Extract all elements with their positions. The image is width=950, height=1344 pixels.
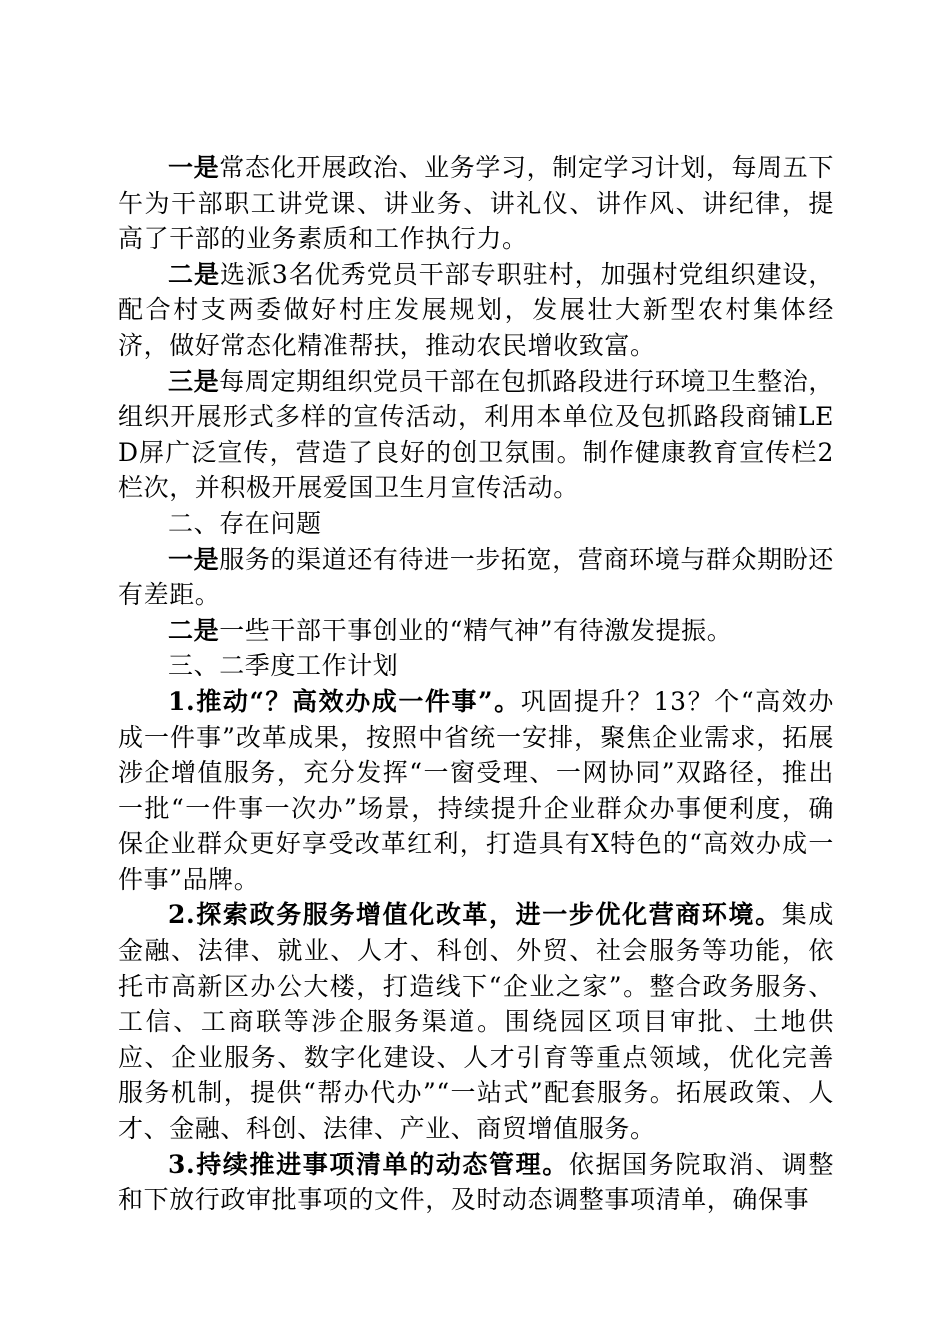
paragraph-2	[118, 257, 834, 364]
paragraph-lead: 二是	[168, 259, 220, 289]
paragraph-lead: 三是	[168, 366, 220, 396]
paragraph-text: 一些干部干事创业的“精气神”有待激发提振。	[219, 615, 733, 645]
paragraph-text: 巩固提升？13？个“高效办成一件事”改革成果，按照中省统一安排，聚焦企业需求，拓展涉企增值服务，充分发挥“一窗受理、一网协同”双路径，推出一批“一件事一次办”场景，持续提升企业群众办事便利度，确保企业群众更好享受改革红利，打造具有X特色的“高效办成一件事”品牌。	[118, 686, 834, 894]
paragraph-text: 选派3名优秀党员干部专职驻村，加强村党组织建设，配合村支两委做好村庄发展规划，发展壮大新型农村集体经济，做好常态化精准帮扶，推动农民增收致富。	[118, 259, 835, 360]
paragraph-lead: 二是	[168, 615, 220, 645]
paragraph-text: 依据国务院取消、调整和下放行政审批事项的文件，及时动态调整事项清单，确保事	[118, 1149, 834, 1215]
problem-item-1	[118, 542, 834, 613]
paragraph-text: 集成金融、法律、就业、人才、科创、外贸、社会服务等功能，依托市高新区办公大楼，打造线下“企业之家”。整合政务服务、工信、工商联等涉企服务渠道。围绕园区项目审批、土地供应、企业服务、数字化建设、人才引育等重点领域，优化完善服务机制，提供“帮办代办”“一站式”配套服务。拓展政策、人才、金融、科创、法律、产业、商贸增值服务。	[118, 900, 834, 1144]
paragraph-lead: 1.推动“？高效办成一件事”。	[168, 686, 521, 716]
paragraph-text: 服务的渠道还有待进一步拓宽，营商环境与群众期盼还有差距。	[118, 544, 834, 610]
paragraph-lead: 3.持续推进事项清单的动态管理。	[168, 1149, 569, 1179]
document-page	[118, 150, 834, 1218]
paragraph-lead: 2.探索政务服务增值化改革，进一步优化营商环境。	[168, 900, 782, 930]
paragraph-text: 常态化开展政治、业务学习，制定学习计划，每周五下午为干部职工讲党课、讲业务、讲礼仪、讲作风、讲纪律，提高了干部的业务素质和工作执行力。	[118, 153, 834, 254]
paragraph-3	[118, 364, 834, 506]
plan-item-3	[118, 1147, 834, 1218]
plan-item-2	[118, 897, 834, 1146]
paragraph-lead: 一是	[168, 544, 220, 574]
paragraph-lead: 一是	[168, 153, 220, 182]
section-heading-plan: 三、二季度工作计划	[168, 651, 399, 681]
plan-item-1	[118, 684, 834, 898]
paragraph-text: 每周定期组织党员干部在包抓路段进行环境卫生整治，组织开展形式多样的宣传活动，利用本单位及包抓路段商铺LED屏广泛宣传，营造了良好的创卫氛围。制作健康教育宣传栏2栏次，并积极开展爱国卫生月宣传活动。	[118, 366, 834, 503]
paragraph-1	[118, 150, 834, 257]
problem-item-2	[118, 613, 834, 649]
section-heading-problems: 二、存在问题	[168, 508, 322, 538]
